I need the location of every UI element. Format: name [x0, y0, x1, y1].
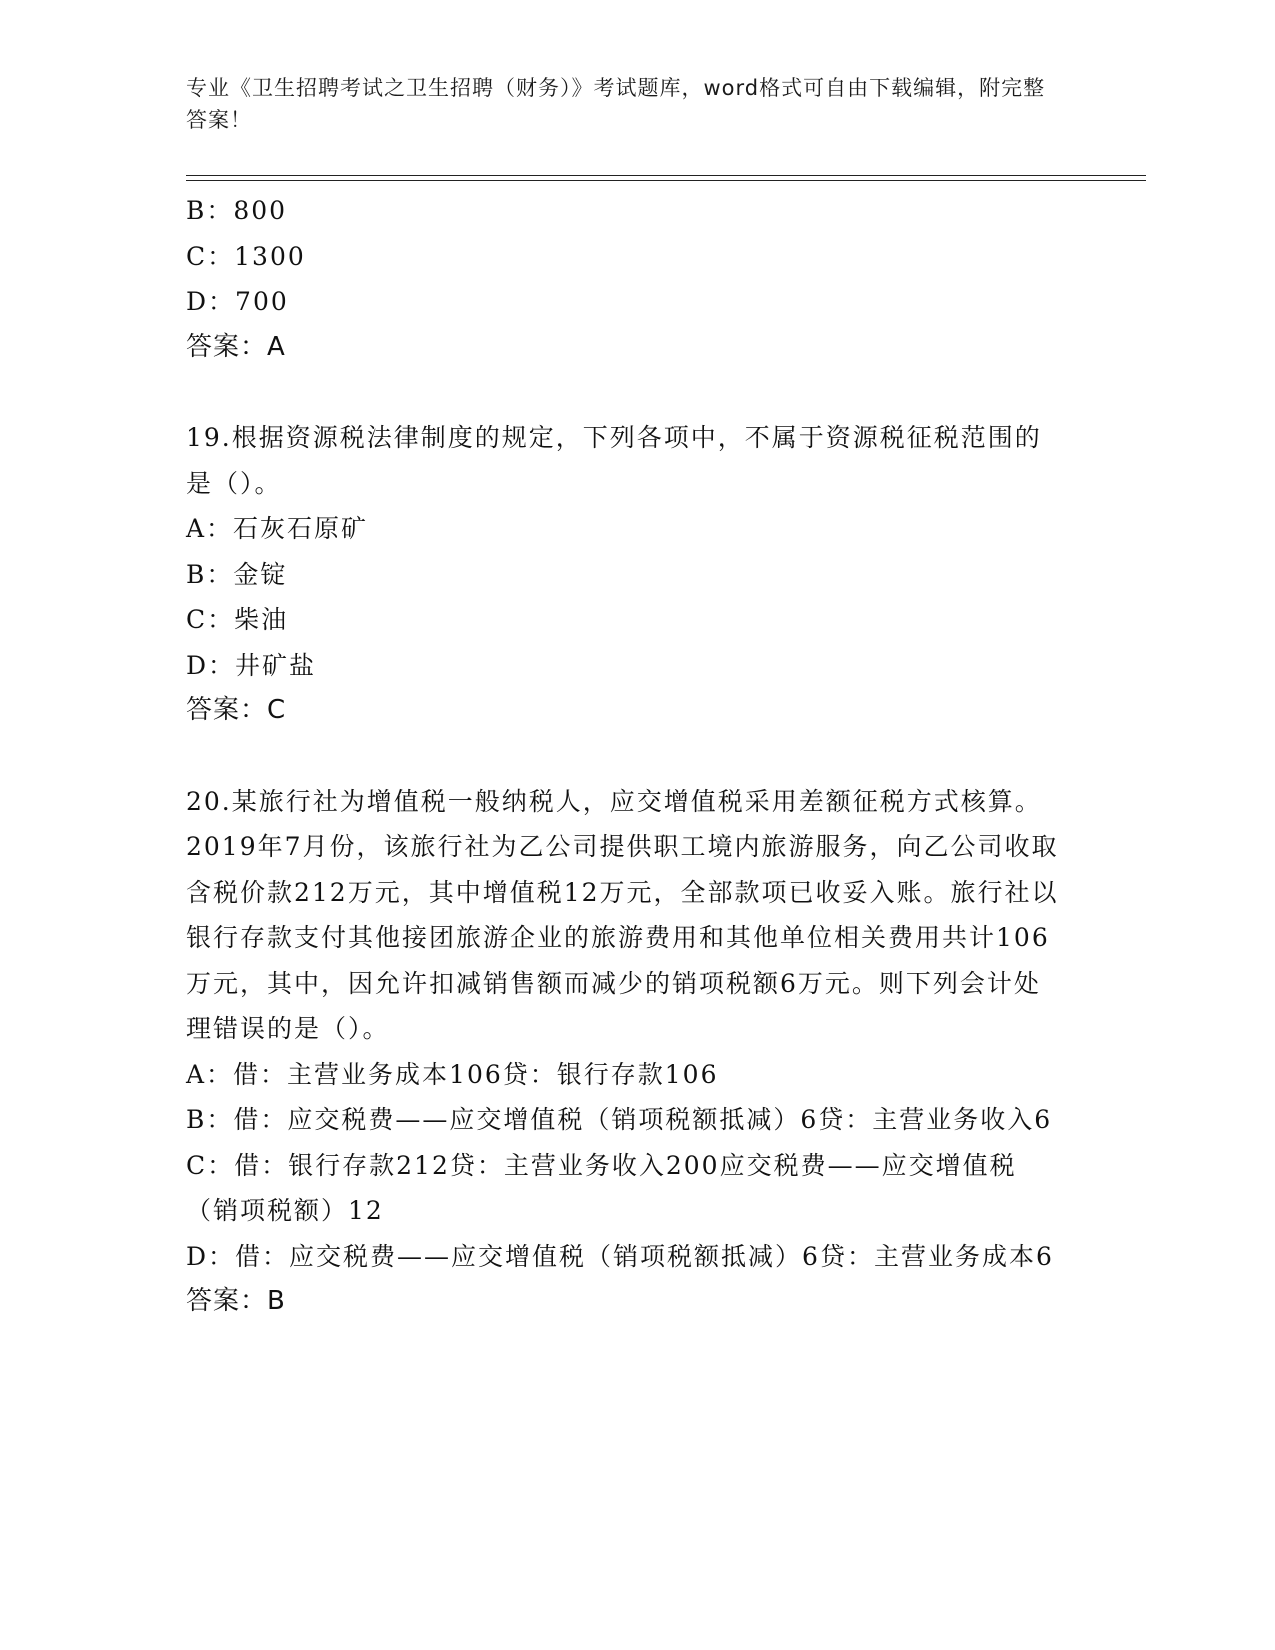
option-d: D：借：应交税费——应交增值税（销项税额抵减）6贷：主营业务成本6 — [186, 1241, 1054, 1271]
option-b: B：借：应交税费——应交增值税（销项税额抵减）6贷：主营业务收入6 — [186, 1105, 1053, 1134]
question-stem: 19.根据资源税法律制度的规定，下列各项中，不属于资源税征税范围的是（）。 — [186, 423, 1042, 498]
document-header — [186, 72, 1066, 136]
header-divider-bottom — [186, 180, 1146, 181]
answer-line: 答案：A — [186, 331, 286, 362]
option-b: B：金锭 — [186, 559, 288, 589]
question-stem: 20.某旅行社为增值税一般纳税人，应交增值税采用差额征税方式核算。2019年7月份，该旅行社为乙公司提供职工境内旅游服务，向乙公司收取含税价款212万元，其中增值税12万元，全部款项已收妥入账。旅行社以银行存款支付其他接团旅游企业的旅游费用和其他单位相关费用共计106万元，其中，因允许扣减销售额而减少的销项税额6万元。则下列会计处理错误的是（）。 — [186, 786, 1059, 1043]
option-c: C：柴油 — [186, 605, 289, 634]
option-d: D：井矿盐 — [186, 650, 317, 680]
header-divider-top — [186, 175, 1146, 176]
option-d: D：700 — [186, 287, 289, 316]
answer-line: 答案：B — [186, 1286, 286, 1316]
option-b: B：800 — [186, 196, 288, 225]
question-19 — [186, 415, 1066, 734]
answer-line: 答案：C — [186, 695, 287, 725]
header-title: 专业《卫生招聘考试之卫生招聘（财务）》考试题库，word格式可自由下载编辑，附完整答案！ — [186, 76, 1046, 132]
question-20 — [186, 779, 1066, 1325]
previous-question-block — [186, 188, 1066, 370]
option-a: A：借：主营业务成本106贷：银行存款106 — [186, 1059, 719, 1089]
option-a: A：石灰石原矿 — [186, 514, 369, 543]
question-content — [186, 188, 1066, 1325]
option-c: C：1300 — [186, 241, 306, 271]
option-c: C：借：银行存款212贷：主营业务收入200应交税费——应交增值税（销项税额）12 — [186, 1150, 1017, 1225]
